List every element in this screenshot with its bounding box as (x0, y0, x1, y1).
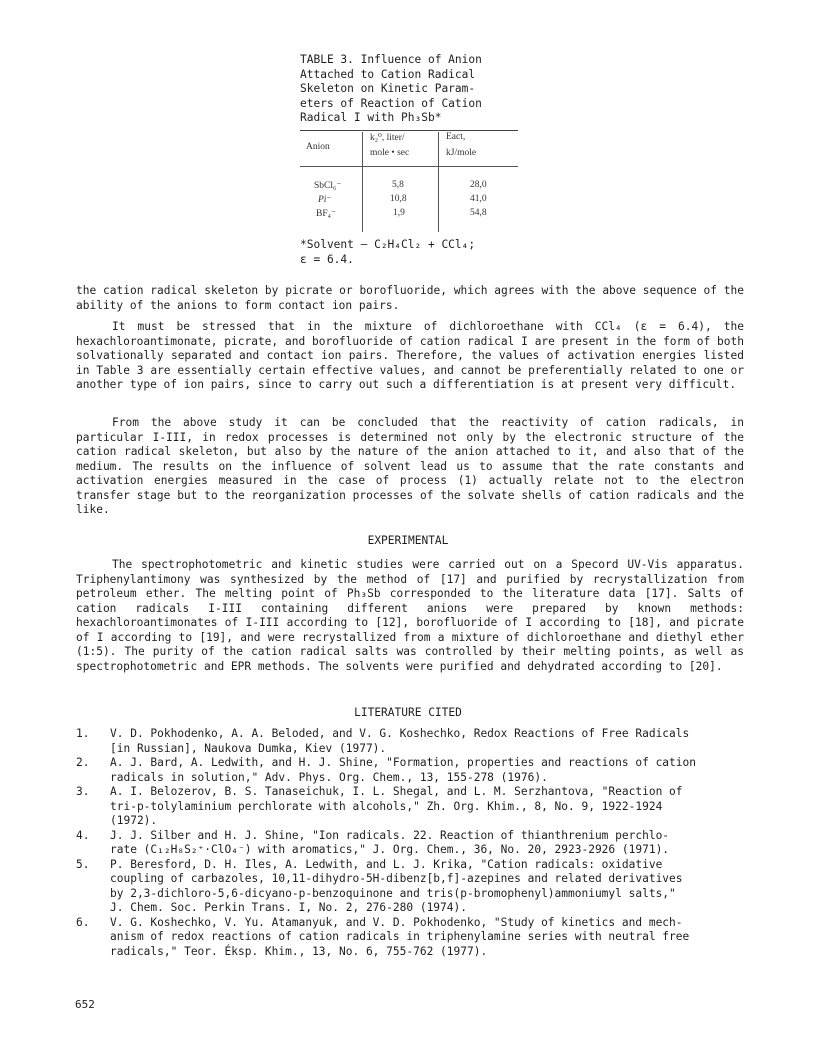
table-cell-anion: Pi⁻ (318, 195, 332, 205)
paragraph-text: The spectrophotometric and kinetic studies were carried out on a Specord UV-Vis apparatus. Triphenylantimony was synthesized by the method of [17] and purified by recrystallization from petroleum ether. The melting point of Ph₃Sb corresponded to the literature data [17]. Salts of cation radicals I-III containing different anions were prepared by known methods: hexachloroantimonates of I-III according to [12], borofluoride of I according to [18], and picrate of I according to [19], and were recrystallized from a mixture of dichloroethane and diethyl ether (1:5). The purity of the cation radical salts was controlled by their melting points, as well as spectrophotometric and EPR methods. The solvents were purified and dehydrated according to [20]. (76, 558, 744, 673)
reference-list (76, 727, 766, 959)
table-cell-rate: 1,9 (393, 208, 405, 218)
page-number: 652 (75, 998, 95, 1011)
reference-number: 3. (76, 785, 90, 798)
body-paragraph (76, 558, 744, 674)
paragraph-text: the cation radical skeleton by picrate or borofluoride, which agrees with the above sequence of the ability of the anions to form contact ion pairs. (76, 284, 744, 312)
body-paragraph (76, 284, 744, 313)
reference-item (76, 785, 766, 829)
reference-item (76, 916, 766, 960)
paragraph-text: It must be stressed that in the mixture of dichloroethane with CCl₄ (ε = 6.4), the hexachloroantimonate, picrate, and borofluoride of cation radical I are present in the form of both solvationally separated and contact ion pairs. Therefore, the values of activation energies listed in Table 3 are essentially certain effective values, and cannot be preferentially related to one or another type of ion pairs, since to carry out such a differentiation is at present very difficult. (76, 320, 744, 391)
reference-item (76, 727, 766, 756)
experimental-heading: EXPERIMENTAL (367, 534, 449, 547)
table-cell-rate: 5,8 (392, 180, 404, 190)
table-cell-anion: BF₄⁻ (316, 209, 336, 219)
table-column-divider (362, 132, 363, 232)
table-cell-anion: SbCl₆⁻ (314, 181, 342, 191)
reference-text: A. J. Bard, A. Ledwith, and H. J. Shine, "Formation, properties and reactions of cation radicals in solution," Adv. Phys. Org. Chem., 13, 155-278 (1976). (110, 756, 696, 784)
literature-heading: LITERATURE CITED (354, 706, 462, 719)
paragraph-text: From the above study it can be concluded that the reactivity of cation radicals, in particular I-III, in redox processes is determined not only by the electronic structure of the cation radical skeleton, but also by the nature of the anion attached to it, and also that of the medium. The results on the influence of solvent lead us to assume that the rate constants and activation energies measured in the case of process (1) actually relate not to the electron transfer stage but to the reorganization processes of the solvate shells of cation radicals and the like. (76, 416, 744, 516)
table-header-eact-line2: kJ/mole (446, 148, 477, 158)
reference-number: 5. (76, 857, 90, 871)
table-cell-eact: 54,8 (470, 208, 487, 218)
table-cell-eact: 28,0 (470, 180, 487, 190)
reference-number: 4. (76, 828, 90, 842)
table-cell-eact: 41,0 (470, 194, 487, 204)
reference-text: V. G. Koshechko, V. Yu. Atamanyuk, and V. D. Pokhodenko, "Study of kinetics and mech- anism of redox reactions of cation radicals in triphenylamine series with neutral free radicals," Teor. Éksp. Khim., 13, No. 6, 755-762 (1977). (110, 915, 690, 958)
table-header-anion: Anion (306, 142, 330, 152)
reference-number: 6. (76, 915, 90, 929)
table-footnote-line: ε = 6.4. (300, 252, 354, 266)
reference-item (76, 756, 766, 785)
body-paragraph (76, 320, 744, 393)
table-footnote-line: *Solvent — C₂H₄Cl₂ + CCl₄; (300, 238, 476, 251)
body-paragraph (76, 416, 744, 518)
table-footnote (300, 238, 530, 267)
table-caption: TABLE 3. Influence of Anion Attached to Cation Radical Skeleton on Kinetic Param- eters of Reaction of Cation Radical I with Ph₃Sb* (300, 53, 482, 124)
table-header-rule (300, 166, 518, 167)
reference-number: 2. (76, 756, 90, 769)
reference-number: 1. (76, 727, 90, 740)
table-header-rate-line2: mole • sec (370, 148, 410, 158)
reference-text: J. J. Silber and H. J. Shine, "Ion radicals. 22. Reaction of thianthrenium perchlo- rate (C₁₂H₈S₂⁺·ClO₄⁻) with aromatics," J. Org. Chem., 36, No. 20, 2923-2926 (1971). (110, 828, 670, 856)
reference-text: P. Beresford, D. H. Iles, A. Ledwith, and L. J. Krika, "Cation radicals: oxidative coupling of carbazoles, 10,11-dihydro-5H-dibenz[b,f]-azepines and related derivatives by 2,3-dichloro-5,6-dicyano-p-benzoquinone and tris(p-bromophenyl)ammoniumyl salts," J. Chem. Soc. Perkin Trans. I, No. 2, 276-280 (1974). (110, 857, 683, 914)
reference-item (76, 858, 766, 916)
table-cell-rate: 10,8 (390, 194, 407, 204)
table-header-rate-line1: k₂⁰, liter/ (370, 133, 405, 143)
table-header-eact-line1: Eact, (446, 132, 466, 142)
table-column-divider (438, 132, 439, 232)
reference-text: V. D. Pokhodenko, A. A. Beloded, and V. G. Koshechko, Redox Reactions of Free Radicals [in Russian], Naukova Dumka, Kiev (1977). (110, 727, 690, 755)
reference-text: A. I. Belozerov, B. S. Tanaseichuk, I. L. Shegal, and L. M. Serzhantova, "Reaction of tri-p-tolylaminium perchlorate with alcohols," Zh. Org. Khim., 8, No. 9, 1922-1924 (1972). (110, 785, 683, 827)
table-top-rule (300, 130, 518, 131)
reference-item (76, 829, 766, 858)
